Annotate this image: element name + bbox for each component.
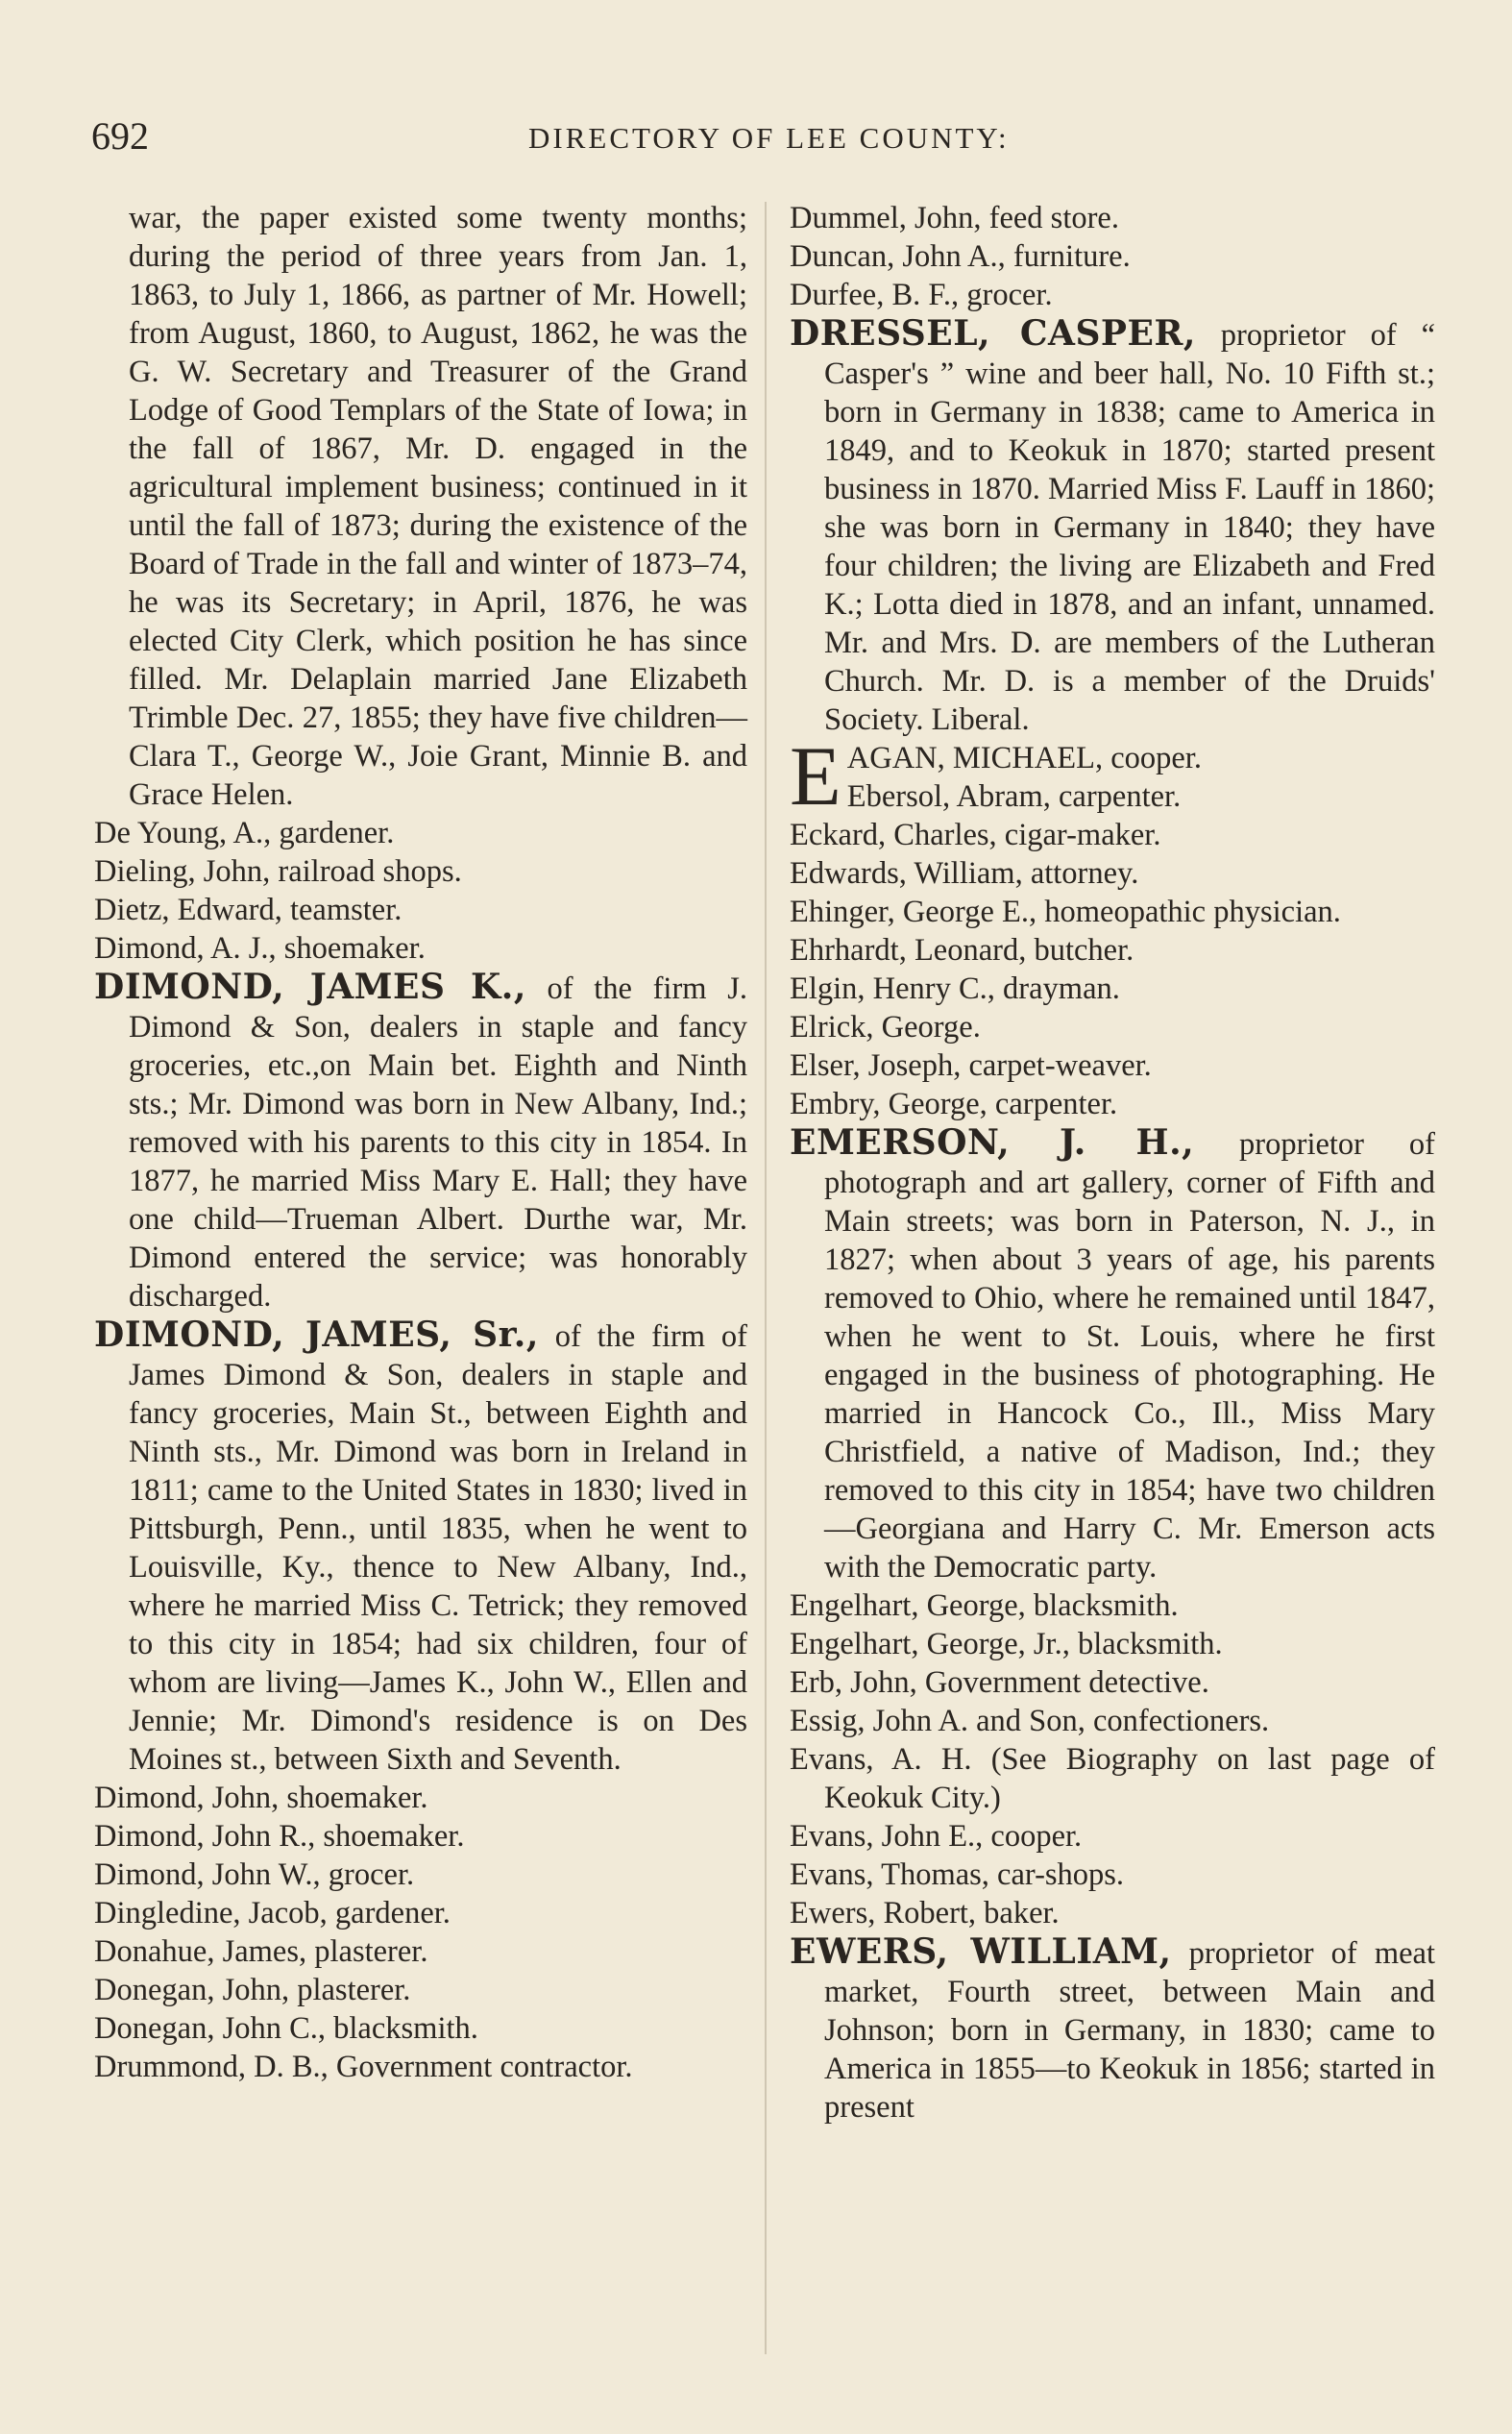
directory-entry: Durfee, B. F., grocer. (790, 278, 1053, 312)
directory-entry: Edwards, William, attorney. (790, 856, 1139, 891)
directory-entry: Evans, Thomas, car-shops. (790, 1857, 1125, 1892)
directory-entry: De Young, A., gardener. (94, 816, 395, 850)
biography-entry (790, 314, 1435, 739)
directory-entry: Duncan, John A., furniture. (790, 239, 1131, 274)
entry-name: DRESSEL, CASPER, (790, 313, 1196, 354)
directory-entry: Donahue, James, plasterer. (94, 1934, 428, 1969)
continued-biography: war, the paper existed some twenty months; during the period of three years from Jan. 1, 1863, to July 1, 1866, as partner of Mr. Howell; from August, 1860, to August, 1862, he was the G. W. Secretary and Treasurer of the Grand Lodge of Good Templars of the State of Iowa; in the fall of 1867, Mr. D. engaged in the agricultural implement business; continued in it until the fall of 1873; during the existence of the Board of Trade in the fall and winter of 1873–74, he was its Secretary; in April, 1876, he was elected City Clerk, which position he has since filled. Mr. Delaplain married Jane Elizabeth Trimble Dec. 27, 1855; they have five children—Clara T., George W., Joie Grant, Minnie B. and Grace Helen. (129, 201, 747, 812)
directory-entry: Elgin, Henry C., drayman. (790, 971, 1120, 1006)
entry-text: proprietor of meat market, Fourth street, between Main and Johnson; born in Germany, in 1830; came to America in 1855—to Keokuk in 1856; started in present (824, 1936, 1435, 2125)
directory-entry: Ewers, Robert, baker. (790, 1896, 1060, 1930)
directory-entry: Dietz, Edward, teamster. (94, 893, 402, 927)
biography-entry (94, 968, 747, 1315)
directory-entry: Elser, Joseph, carpet-weaver. (790, 1048, 1152, 1083)
page-header (91, 113, 1436, 171)
directory-entry: Ehrhardt, Leonard, butcher. (790, 933, 1134, 968)
directory-entry: Evans, John E., cooper. (790, 1819, 1083, 1854)
right-column (790, 199, 1435, 2127)
entry-text: proprietor of “ Casper's ” wine and beer hall, No. 10 Fifth st.; born in Germany in 1838; came to America in 1849, and to Keokuk in 1870; started present business in 1870. Married Miss F. Lauff in 1860; she was born in Germany in 1840; they have four children; the living are Elizabeth and Fred K.; Lotta died in 1878, and an infant, unnamed. Mr. and Mrs. D. are members of the Lutheran Church. Mr. D. is a member of the Druids' Society. Liberal. (824, 318, 1435, 737)
entry-text: proprietor of photograph and art gallery, corner of Fifth and Main streets; was born in Paterson, N. J., in 1827; when about 3 years of age, his parents removed to Ohio, where he remained until 1847, when he went to St. Louis, where he first engaged in the business of photographing. He married in Hancock Co., Ill., Miss Mary Christfield, a native of Madison, Ind.; they removed to this city in 1854; have two children—Georgiana and Harry C. Mr. Emerson acts with the Democratic party. (824, 1127, 1435, 1585)
directory-entry: Dingledine, Jacob, gardener. (94, 1896, 451, 1930)
directory-entry: Evans, A. H. (See Biography on last page of Keokuk City.) (790, 1742, 1435, 1815)
biography-entry (790, 1123, 1435, 1586)
entry-name: EMERSON, J. H., (790, 1122, 1195, 1163)
directory-entry: Dieling, John, railroad shops. (94, 854, 462, 889)
directory-entry: Eckard, Charles, cigar-maker. (790, 818, 1161, 852)
section-e-start (790, 730, 1435, 824)
entry-name: EWERS, WILLIAM, (790, 1931, 1172, 1972)
biography-entry (790, 1932, 1435, 2127)
running-head: DIRECTORY OF LEE COUNTY: (528, 121, 1010, 155)
directory-entry: Donegan, John C., blacksmith. (94, 2011, 478, 2046)
directory-entry: Engelhart, George, blacksmith. (790, 1588, 1179, 1623)
entry-text: of the firm of James Dimond & Son, dealers in staple and fancy groceries, Main St., between Eighth and Ninth sts., Mr. Dimond was born in Ireland in 1811; came to the United States in 1830; lived in Pittsburgh, Penn., until 1835, when he went to Louisville, Ky., thence to New Albany, Ind., where he married Miss C. Tetrick; they removed to this city in 1854; had six children, four of whom are living—James K., John W., Ellen and Jennie; Mr. Dimond's residence is on Des Moines st., between Sixth and Seventh. (129, 1319, 747, 1777)
directory-entry: Drummond, D. B., Government contractor. (94, 2050, 633, 2084)
drop-cap-letter: E (790, 730, 841, 824)
page-number: 692 (91, 114, 149, 158)
directory-entry: Dimond, John W., grocer. (94, 1857, 415, 1892)
directory-entry: Erb, John, Government detective. (790, 1665, 1209, 1700)
directory-entry: Elrick, George. (790, 1010, 981, 1045)
directory-entry: Dimond, A. J., shoemaker. (94, 931, 426, 966)
directory-entry: Embry, George, carpenter. (790, 1087, 1118, 1121)
directory-entry: Ehinger, George E., homeopathic physician. (790, 895, 1341, 929)
directory-entry: Essig, John A. and Son, confectioners. (790, 1704, 1270, 1738)
directory-entry: Dimond, John, shoemaker. (94, 1781, 428, 1815)
directory-entry: Donegan, John, plasterer. (94, 1973, 411, 2007)
entry-name: DIMOND, JAMES, Sr., (94, 1315, 539, 1355)
entry-text: of the firm J. Dimond & Son, dealers in staple and fancy groceries, etc.,on Main bet. Eighth and Ninth sts.; Mr. Dimond was born in New Albany, Ind.; removed with his parents to this city in 1854. In 1877, he married Miss Mary E. Hall; they have one child—Trueman Albert. Durthe war, Mr. Dimond entered the service; was honorably discharged. (129, 971, 747, 1314)
directory-entry: Ebersol, Abram, carpenter. (846, 779, 1182, 814)
entry-name: DIMOND, JAMES K., (94, 967, 526, 1007)
column-divider (765, 202, 767, 2354)
left-column (94, 199, 747, 2086)
directory-entry: Dimond, John R., shoemaker. (94, 1819, 465, 1854)
directory-entry: Engelhart, George, Jr., blacksmith. (790, 1627, 1223, 1661)
directory-entry: Dummel, John, feed store. (790, 201, 1119, 235)
biography-entry (94, 1315, 747, 1779)
directory-entry: AGAN, MICHAEL, cooper. (846, 741, 1202, 775)
